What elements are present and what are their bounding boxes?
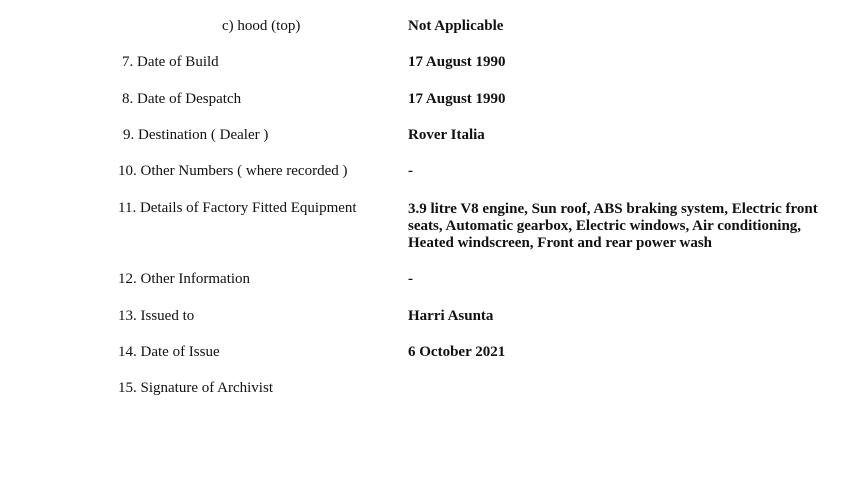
row-label: 7. Date of Build (122, 54, 219, 70)
row-label: 14. Date of Issue (118, 344, 220, 360)
row-value: - (408, 163, 413, 179)
row-value: 3.9 litre V8 engine, Sun roof, ABS braking system, Electric front seats, Automatic gearbox, Electric windows, Air conditioning, Heated windscreen, Front and rear power wash (408, 201, 818, 251)
row-label: 13. Issued to (118, 308, 195, 324)
row-value: 6 October 2021 (408, 344, 506, 360)
row-label: 8. Date of Despatch (122, 91, 242, 107)
row-value: Rover Italia (408, 127, 485, 143)
row-value: 17 August 1990 (408, 91, 506, 107)
row-label: 12. Other Information (118, 271, 251, 287)
row-value: - (408, 271, 413, 287)
row-value: Not Applicable (408, 18, 504, 34)
row-value: 17 August 1990 (408, 54, 506, 70)
row-label: 15. Signature of Archivist (118, 380, 273, 396)
row-label: c) hood (top) (222, 18, 301, 34)
row-label: 9. Destination ( Dealer ) (123, 127, 269, 143)
row-label: 10. Other Numbers ( where recorded ) (118, 163, 348, 179)
row-value: Harri Asunta (408, 308, 494, 324)
row-label: 11. Details of Factory Fitted Equipment (118, 200, 357, 216)
